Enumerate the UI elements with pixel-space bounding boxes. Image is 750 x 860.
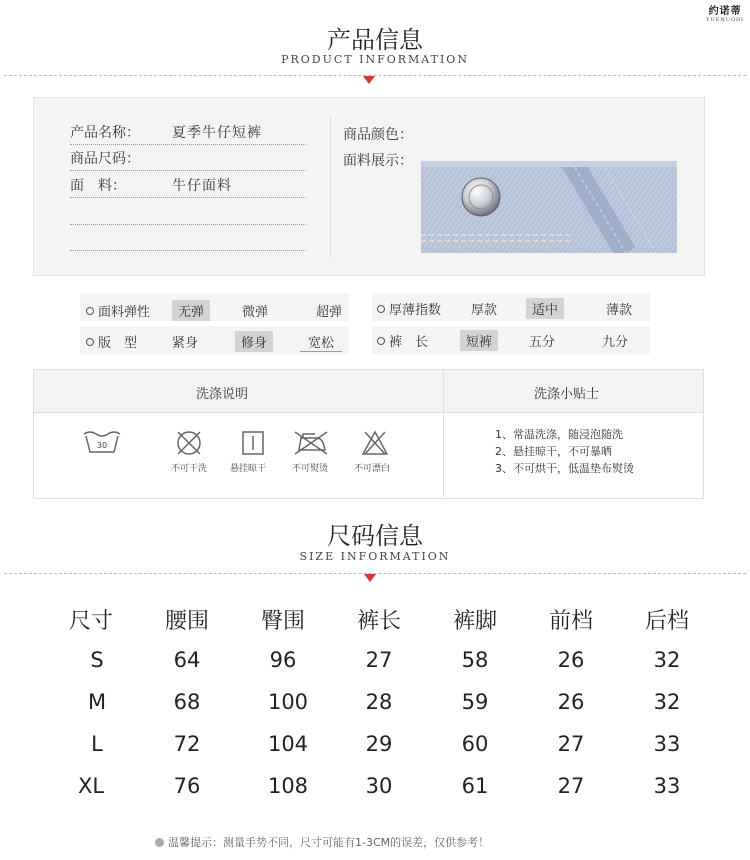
elasticity-label: 面料弹性 [86, 301, 150, 320]
elasticity-option: 超弹 [316, 305, 343, 320]
info-underline [70, 250, 306, 251]
size-info-title: 尺码信息 [327, 522, 423, 550]
size-table-cell: 72 [173, 732, 201, 756]
size-table-cell: L [91, 732, 103, 756]
fit-label: 版 型 [86, 332, 137, 351]
product-info-subtitle: PRODUCT INFORMATION [281, 53, 469, 66]
size-table-header: 后档 [644, 609, 689, 634]
size-table-cell: 27 [365, 648, 393, 672]
size-table-cell: 61 [461, 774, 489, 798]
thickness-label: 厚薄指数 [377, 299, 441, 318]
size-table-cell: 26 [557, 690, 585, 714]
size-table-cell: 76 [173, 774, 201, 798]
washing-header [34, 370, 703, 413]
washing-tip: 1、常温洗涤，随浸泡随洗 [495, 428, 623, 441]
note-bullet-icon [155, 838, 164, 847]
size-table-cell: 26 [557, 648, 585, 672]
washing-tip: 2、悬挂晾干，不可暴晒 [495, 445, 612, 458]
size-table-cell: 96 [269, 648, 297, 672]
wash-temp-label: 30 [96, 441, 108, 450]
no-iron-label: 不可熨烫 [292, 464, 329, 474]
length-option-selected: 短裤 [460, 330, 498, 351]
size-table-header: 腰围 [164, 609, 209, 634]
thickness-option: 厚款 [471, 303, 498, 318]
no-bleach-icon [361, 430, 389, 456]
size-table-cell: XL [77, 774, 105, 798]
info-underline [70, 144, 306, 145]
size-table-cell: 58 [461, 648, 489, 672]
size-table-cell: 27 [557, 732, 585, 756]
washing-tip: 3、不可烘干，低温垫布熨烫 [495, 462, 634, 475]
size-table-cell: S [90, 648, 104, 672]
section-marker-icon [363, 76, 375, 84]
no-iron-icon [293, 430, 329, 456]
size-table-cell: 30 [365, 774, 393, 798]
product-info-title: 产品信息 [327, 26, 423, 54]
thickness-option-selected: 适中 [526, 298, 564, 319]
brand-name-cn: 约诺蒂 [708, 6, 742, 17]
fabric-photo [421, 161, 677, 253]
size-table-cell: 100 [267, 690, 309, 714]
panel-divider [330, 117, 331, 257]
bullet-icon [377, 337, 385, 345]
elasticity-option-selected: 无弹 [172, 300, 210, 321]
bullet-icon [86, 338, 94, 346]
washing-divider [443, 370, 444, 497]
length-option: 九分 [602, 335, 629, 350]
info-underline [70, 224, 306, 225]
size-info-subtitle: SIZE INFORMATION [299, 550, 451, 563]
size-table-cell: 59 [461, 690, 489, 714]
length-option: 五分 [529, 335, 556, 350]
size-table-cell: 27 [557, 774, 585, 798]
info-underline [70, 197, 306, 198]
fabric-display-label: 面料展示： [343, 153, 413, 169]
size-table-header: 裤脚 [452, 609, 497, 634]
size-table-cell: 32 [653, 648, 681, 672]
section-marker-icon [364, 574, 376, 582]
size-table-header: 尺寸 [68, 609, 113, 634]
hang-dry-icon [241, 430, 265, 456]
product-size-label: 商品尺码： [70, 151, 140, 167]
no-dry-clean-icon [175, 430, 203, 456]
section-divider [4, 75, 746, 76]
fit-option: 紧身 [172, 336, 199, 351]
hand-wash-30-icon [82, 430, 122, 456]
fit-option-selected: 修身 [235, 331, 273, 352]
size-table-cell: 28 [365, 690, 393, 714]
bullet-icon [377, 305, 385, 313]
length-label: 裤 长 [377, 331, 428, 350]
size-table-header: 前档 [548, 609, 593, 634]
size-table-cell: 104 [267, 732, 309, 756]
size-table-cell: 29 [365, 732, 393, 756]
thickness-option: 薄款 [606, 303, 633, 318]
product-name-label: 产品名称： [70, 125, 140, 141]
material-label: 面 料： [70, 178, 126, 194]
size-table-header: 裤长 [356, 609, 401, 634]
elasticity-option: 微弹 [242, 305, 269, 320]
info-underline [70, 170, 306, 171]
washing-instructions-title: 洗涤说明 [196, 387, 249, 402]
product-color-label: 商品颜色： [343, 127, 413, 143]
product-name-value: 夏季牛仔短裤 [172, 125, 262, 141]
size-table-cell: 108 [267, 774, 309, 798]
size-table-cell: 32 [653, 690, 681, 714]
bullet-icon [86, 307, 94, 315]
hang-dry-label: 悬挂晾干 [230, 464, 267, 474]
no-bleach-label: 不可漂白 [354, 464, 391, 474]
size-table-cell: 64 [173, 648, 201, 672]
size-table-cell: 33 [653, 774, 681, 798]
measurement-note [155, 834, 489, 850]
washing-tips-title: 洗涤小贴士 [534, 387, 600, 402]
no-dry-clean-label: 不可干洗 [171, 464, 208, 474]
size-table-header: 臀围 [260, 609, 305, 634]
fit-option: 宽松 [300, 332, 342, 352]
measurement-note-text: 温馨提示：测量手势不同，尺寸可能有1-3CM的误差，仅供参考！ [168, 836, 490, 849]
size-table-cell: M [87, 690, 107, 714]
brand-name-en: YUENUODI [706, 17, 744, 23]
size-table-cell: 68 [173, 690, 201, 714]
material-value: 牛仔面料 [172, 178, 232, 194]
size-table-cell: 60 [461, 732, 489, 756]
size-table-cell: 33 [653, 732, 681, 756]
